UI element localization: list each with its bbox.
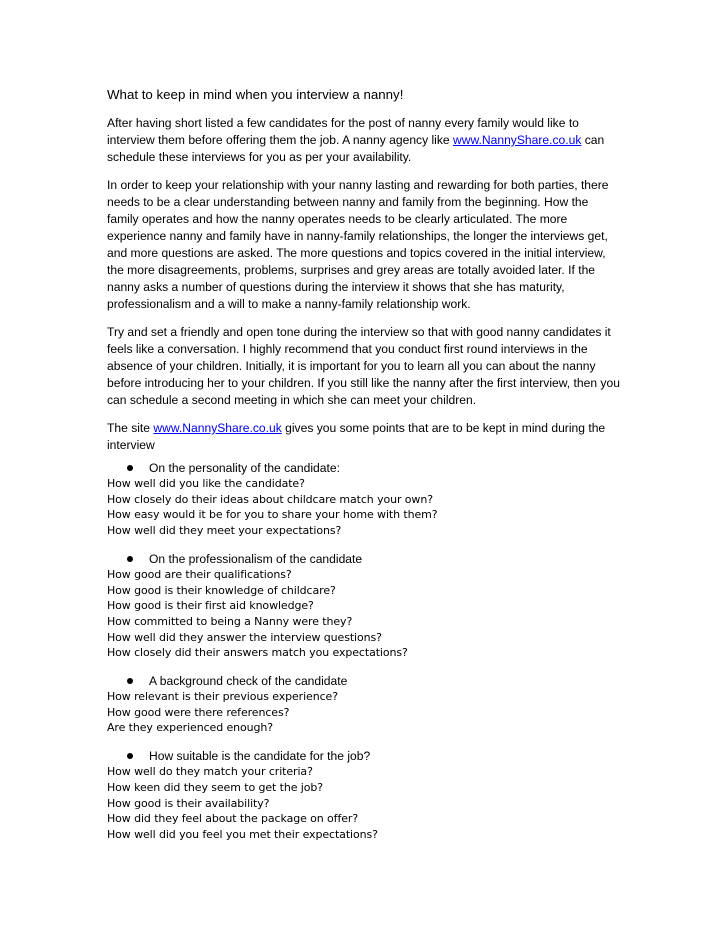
section-heading: On the professionalism of the candidate — [149, 551, 363, 566]
section-heading: On the personality of the candidate: — [149, 461, 340, 475]
question-line: How good were there references? — [107, 705, 290, 719]
question-line: How well do they match your criteria? — [107, 765, 313, 779]
question-line: How easy would it be for you to share your home with them? — [107, 508, 438, 522]
intro-paragraph — [107, 115, 622, 166]
section-heading: How suitable is the candidate for the job? — [149, 749, 371, 764]
bullet-dot-icon — [127, 556, 133, 562]
section-suitability — [107, 748, 622, 843]
nannyshare-site-link[interactable]: www.NannyShare.co.uk — [153, 421, 282, 435]
relationship-paragraph: In order to keep your relationship with your nanny lasting and rewarding for both parties, there needs to be a clear understanding between nanny and family from the beginning. How the family operates and how the nanny operates needs to be clearly articulated. The more experience nanny and family have in nanny-family relationships, the longer the interviews get, and more questions are asked. The more questions and topics covered in the initial interview, the more disagreements, problems, surprises and grey areas are totally avoided later. If the nanny asks a number of questions during the interview it shows that she has maturity, professionalism and a will to make a nanny-family relationship work. — [107, 178, 609, 311]
site-paragraph — [107, 420, 622, 454]
document-page — [107, 86, 622, 855]
section-background-check — [107, 673, 622, 736]
question-line: How well did they meet your expectations? — [107, 524, 342, 538]
question-line: How well did they answer the interview questions? — [107, 630, 382, 644]
question-line: How committed to being a Nanny were they? — [107, 614, 353, 628]
question-line: How good is their first aid knowledge? — [107, 599, 314, 613]
question-line: How relevant is their previous experience? — [107, 690, 338, 704]
site-text-after: gives you some points that are to be kept in mind during the interview — [107, 421, 606, 452]
question-line: How well did you like the candidate? — [107, 477, 305, 490]
question-line: How good is their availability? — [107, 796, 270, 810]
site-text-before: The site — [107, 421, 154, 435]
bullet-dot-icon — [127, 678, 133, 684]
question-line: How did they feel about the package on offer? — [107, 812, 359, 826]
section-professionalism — [107, 551, 622, 661]
question-line: How good are their qualifications? — [107, 567, 292, 581]
tone-paragraph: Try and set a friendly and open tone during the interview so that with good nanny candidates it feels like a conversation. I highly recommend that you conduct first round interviews in the absence of your children. Initially, it is important for you to learn all you can about the nanny before introducing her to your children. If you still like the nanny after the first interview, then you can schedule a second meeting in which she can meet your children. — [107, 325, 620, 407]
bullet-heading — [107, 673, 622, 689]
question-line: How good is their knowledge of childcare? — [107, 583, 336, 597]
question-line: How well did you feel you met their expectations? — [107, 827, 378, 841]
section-personality — [107, 460, 622, 539]
bullet-heading — [107, 748, 622, 764]
question-line: How closely do their ideas about childcare match your own? — [107, 492, 433, 506]
nannyshare-link[interactable]: www.NannyShare.co.uk — [453, 133, 582, 147]
intro-text-after: can schedule these interviews for you as per your availability. — [107, 133, 605, 164]
bullet-heading — [107, 551, 622, 567]
section-heading: A background check of the candidate — [149, 674, 348, 689]
document-title: What to keep in mind when you interview a nanny! — [107, 87, 404, 102]
intro-text-before: After having short listed a few candidates for the post of nanny every family would like to interview them before offering them the job. A nanny agency like — [107, 116, 579, 147]
bullet-dot-icon — [127, 465, 133, 471]
bullet-dot-icon — [127, 753, 133, 759]
question-line: Are they experienced enough? — [107, 721, 274, 735]
bullet-heading — [107, 460, 622, 476]
question-line: How closely did their answers match you expectations? — [107, 646, 408, 660]
question-line: How keen did they seem to get the job? — [107, 780, 323, 794]
